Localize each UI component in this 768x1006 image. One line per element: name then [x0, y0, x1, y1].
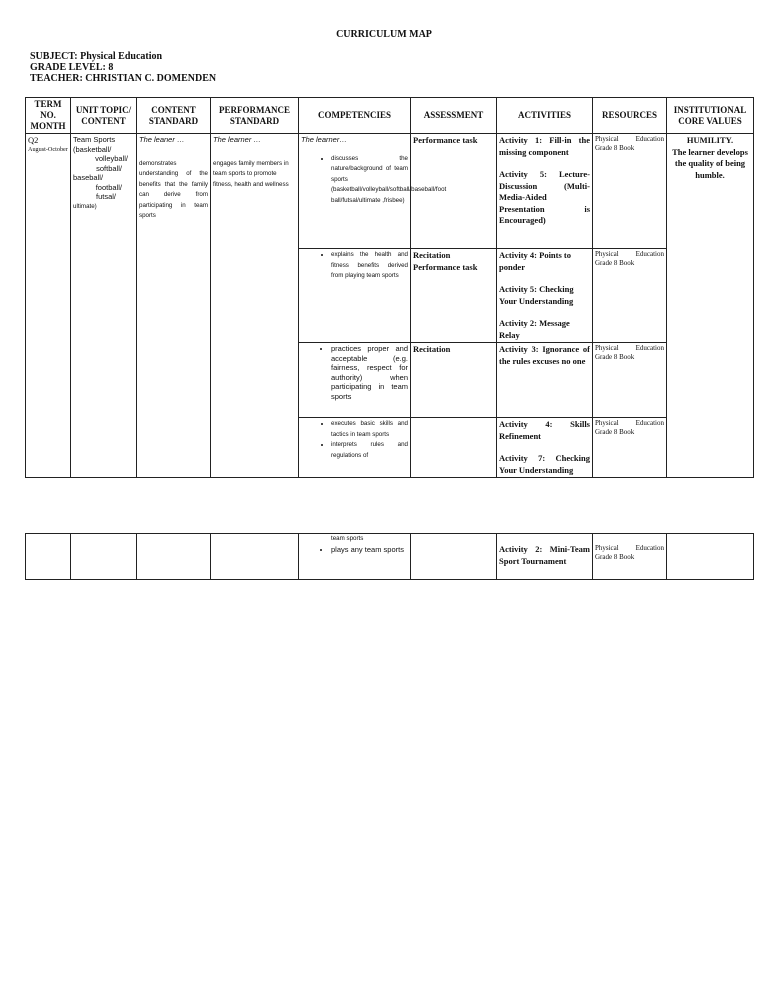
activity-item: Activity 7: Checking Your Understanding — [499, 453, 590, 475]
performance-standard-text: engages family members in team sports to promote fitness, health and wellness — [213, 159, 289, 188]
assessment-cell — [411, 534, 497, 580]
unit-line: volleyball/ — [95, 154, 128, 163]
resource-item: Physical Education Grade 8 Book — [595, 135, 664, 152]
header-assessment: ASSESSMENT — [411, 98, 497, 134]
unit-line: football/ — [95, 182, 122, 192]
core-values-cell — [667, 134, 754, 478]
teacher-line: TEACHER: CHRISTIAN C. DOMENDEN — [30, 73, 217, 84]
grade-level-line: GRADE LEVEL: 8 — [30, 62, 114, 73]
assessment-cell — [411, 249, 497, 343]
header-performance-standard: PERFORMANCE STANDARD — [211, 98, 299, 134]
activity-item: Activity 5: Lecture-Discussion (Multi-Media-Aided Presentation is Encouraged) — [499, 169, 590, 225]
core-values-cell — [667, 534, 754, 580]
activity-item: Activity 2: Mini-Team Sport Tournament — [499, 544, 590, 566]
competency-cell — [299, 418, 411, 478]
document-meta — [30, 51, 216, 84]
resources-cell — [593, 343, 667, 418]
resources-cell — [593, 534, 667, 580]
resource-item: Physical Education Grade 8 Book — [595, 419, 664, 436]
performance-standard-cell — [211, 534, 299, 580]
competency-cell — [299, 534, 411, 580]
curriculum-map-table — [25, 97, 754, 478]
months: August-October — [28, 146, 68, 153]
competency-cell — [299, 343, 411, 418]
activities-cell — [497, 343, 593, 418]
activity-item: Activity 5: Checking Your Understanding — [499, 284, 574, 306]
subject-line: SUBJECT: Physical Education — [30, 51, 163, 62]
activity-item: Activity 2: Message Relay — [499, 318, 570, 340]
competencies-intro: The learner… — [301, 135, 347, 144]
competency-item: • interprets rules and regulations of — [331, 440, 408, 461]
competency-item: • explains the health and fitness benefits derived from playing team sports — [331, 250, 408, 282]
core-value: HUMILITY. — [686, 135, 734, 145]
assessment-cell — [411, 418, 497, 478]
resources-cell — [593, 249, 667, 343]
activities-cell — [497, 534, 593, 580]
performance-standard-intro: The learner … — [213, 135, 261, 144]
activities-cell — [497, 134, 593, 249]
header-resources: RESOURCES — [593, 98, 667, 134]
curriculum-map-table-continued — [25, 533, 754, 580]
header-unit-topic: UNIT TOPIC/ CONTENT — [71, 98, 137, 134]
activities-cell — [497, 418, 593, 478]
content-standard-cell — [137, 134, 211, 478]
term-cell — [26, 134, 71, 478]
core-value-description: The learner develops the quality of being humble. — [672, 146, 748, 180]
unit-line: softball/ — [96, 163, 122, 173]
competency-item: • plays any team sports — [331, 545, 408, 555]
resource-item: Physical Education Grade 8 Book — [595, 544, 664, 561]
header-core-values: INSTITUTIONAL CORE VALUES — [667, 98, 754, 134]
assessment-item: Performance task — [413, 135, 478, 145]
assessment-item: Recitation — [413, 344, 451, 354]
quarter: Q2 — [28, 135, 39, 145]
content-standard-intro: The leaner … — [139, 135, 185, 144]
resources-cell — [593, 134, 667, 249]
unit-line: futsal/ — [95, 192, 116, 201]
competency-item: • discusses the nature/background of team sports (basketball/volleyball/softball/baseball/foot ball/futsal/ultimate ,frisbee) — [331, 154, 408, 207]
assessment-cell — [411, 343, 497, 418]
competency-item: • executes basic skills and tactics in team sports — [331, 419, 408, 440]
content-standard-cell — [137, 534, 211, 580]
header-activities: ACTIVITIES — [497, 98, 593, 134]
assessment-item: Recitation — [413, 250, 451, 260]
resources-cell — [593, 418, 667, 478]
header-content-standard: CONTENT STANDARD — [137, 98, 211, 134]
table-row — [26, 534, 754, 580]
unit-line: ultimate) — [73, 202, 97, 210]
content-standard-text: demonstrates understanding of the benefits that the family can derive from participating in team sports — [139, 159, 208, 219]
assessment-item: Performance task — [413, 261, 478, 272]
header-term: TERM NO. MONTH — [26, 98, 71, 134]
unit-line: (basketball/ — [73, 144, 112, 154]
document-title: CURRICULUM MAP — [336, 29, 432, 40]
competency-item: • practices proper and acceptable (e.g. fairness, respect for authority) when participating in team sports — [331, 344, 408, 401]
header-competencies: COMPETENCIES — [299, 98, 411, 134]
resource-item: Physical Education Grade 8 Book — [595, 250, 664, 267]
unit-topic-cell — [71, 534, 137, 580]
header-row — [26, 98, 754, 134]
resource-item: Physical Education Grade 8 Book — [595, 344, 664, 361]
competency-continuation: team sports — [331, 535, 364, 542]
table-row — [26, 134, 754, 249]
unit-topic-cell — [71, 134, 137, 478]
activity-item: Activity 4: Skills Refinement — [499, 419, 590, 441]
activity-item: Activity 1: Fill-in the missing component — [499, 135, 590, 157]
competency-cell — [299, 249, 411, 343]
term-cell — [26, 534, 71, 580]
activity-item: Activity 3: Ignorance of the rules excuses no one — [499, 344, 590, 366]
performance-standard-cell — [211, 134, 299, 478]
activities-cell — [497, 249, 593, 343]
activity-item: Activity 4: Points to ponder — [499, 250, 572, 272]
unit-line: Team Sports — [73, 135, 116, 144]
unit-line: baseball/ — [73, 173, 104, 182]
